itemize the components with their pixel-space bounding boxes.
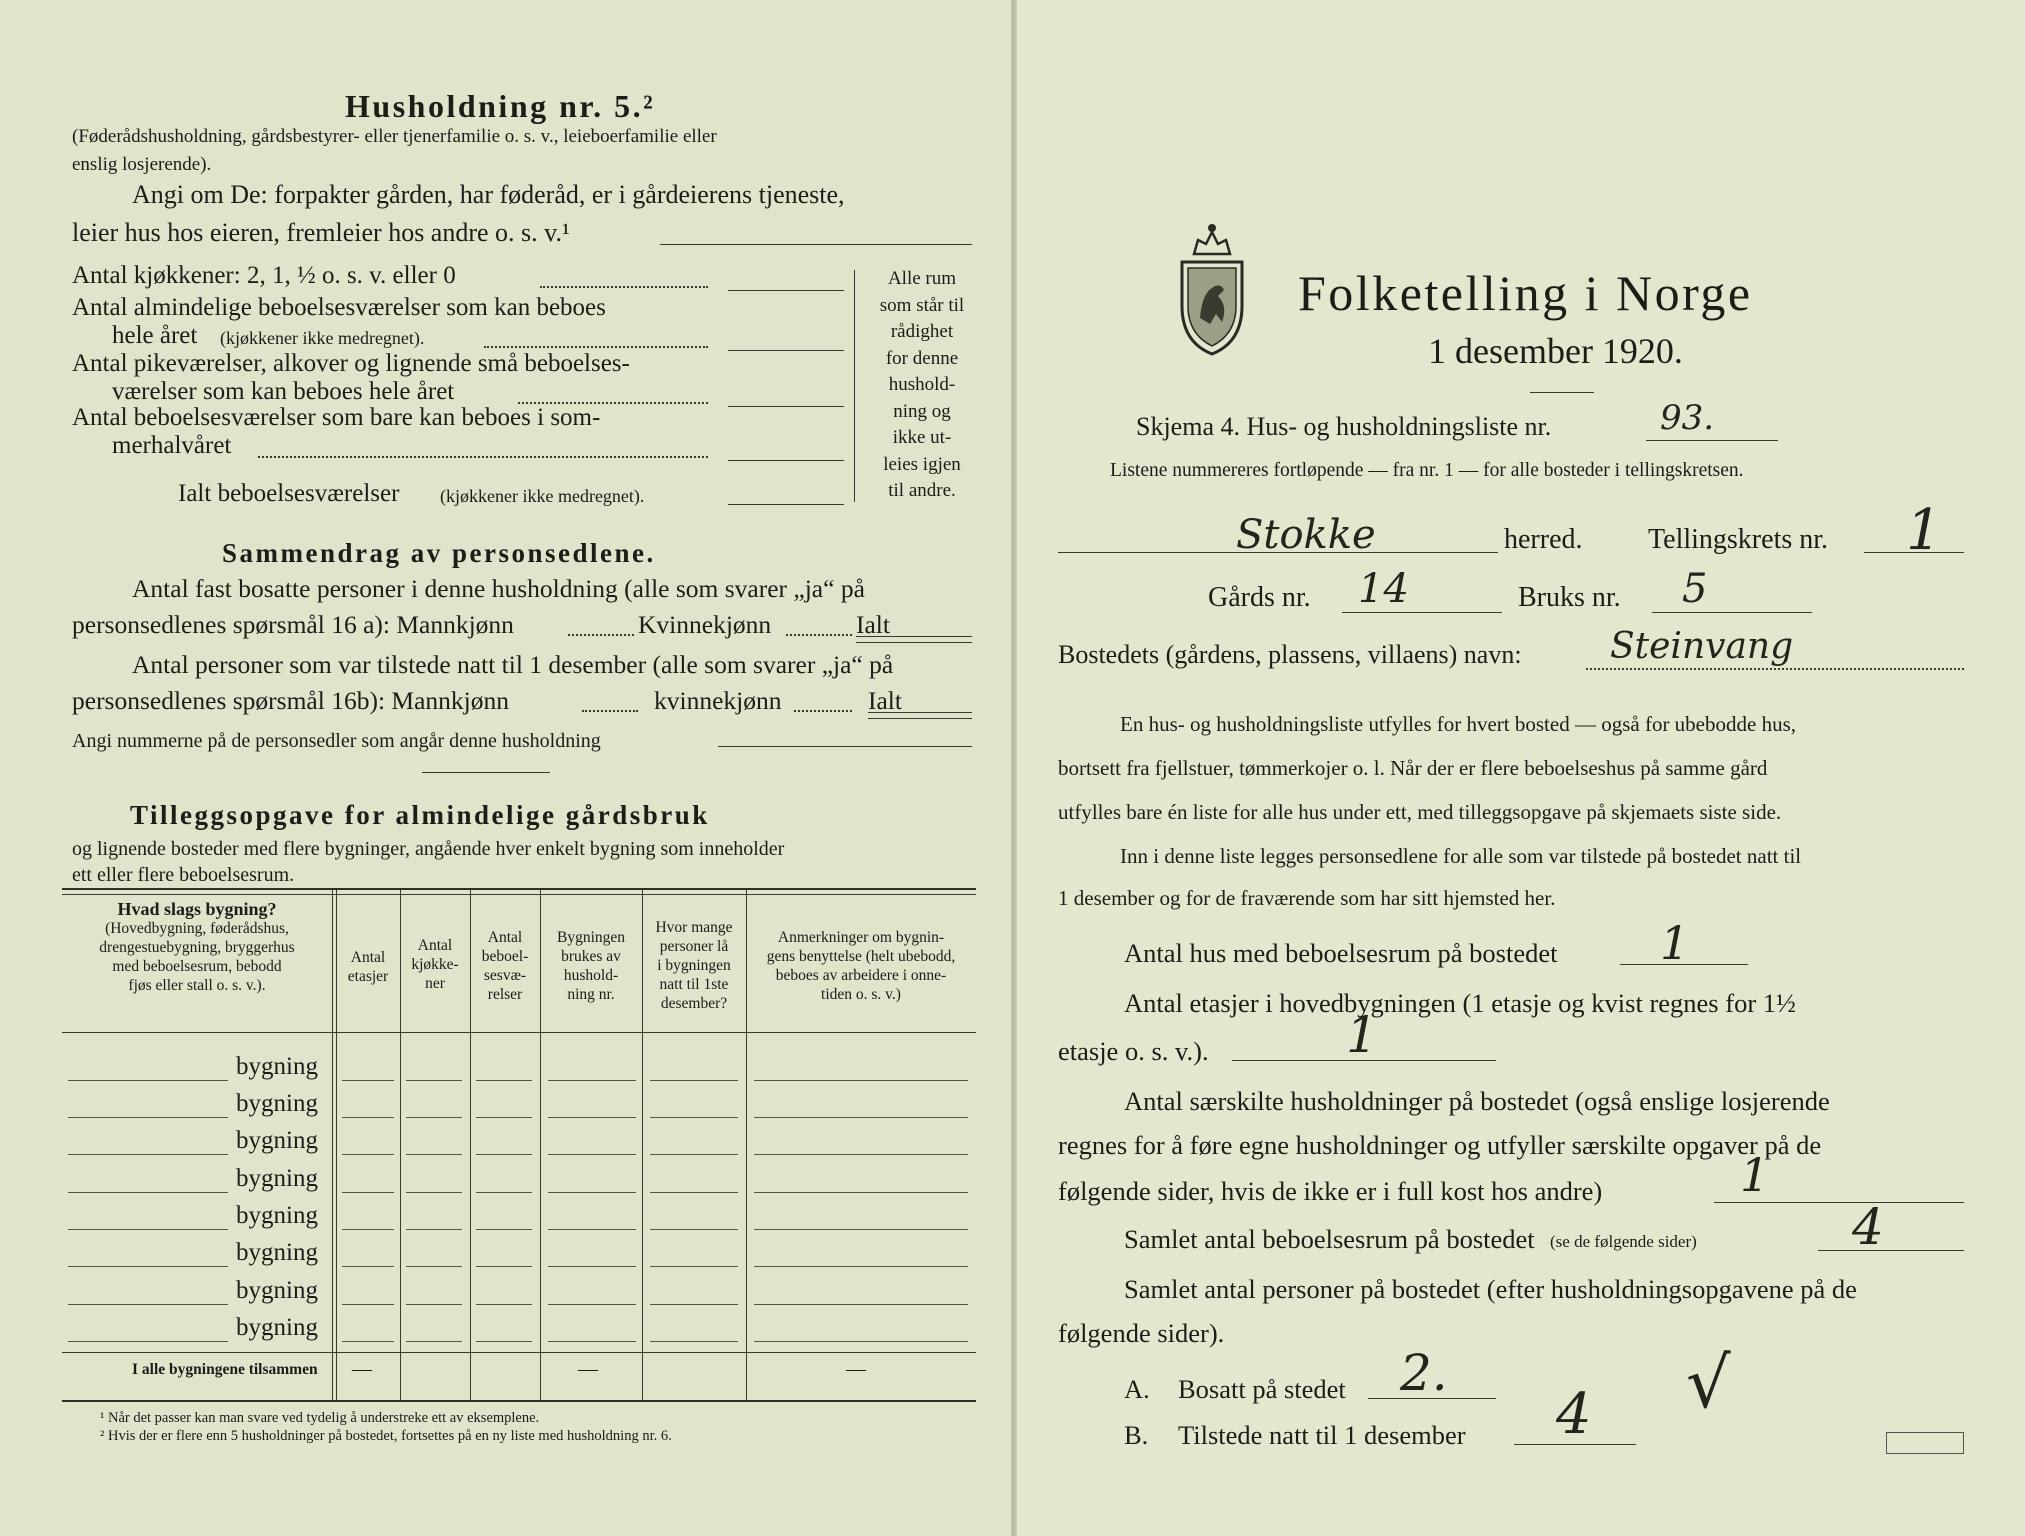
herred-label: herred. (1504, 524, 1583, 555)
bruks-line (1652, 612, 1812, 613)
table-cell-entry-line[interactable] (548, 1266, 636, 1267)
table-cell-entry-line[interactable] (476, 1341, 532, 1342)
row-label-bygning: bygning (236, 1053, 318, 1080)
info-1-line-2: bortsett fra fjellstuer, tømmerkojer o. l. Når der er flere beboelseshus på samme gård (1058, 756, 1768, 780)
table-cell-entry-line[interactable] (754, 1229, 968, 1230)
table-cell-entry-line[interactable] (754, 1192, 968, 1193)
info-2-line-1: Inn i denne liste legges personsedlene for alle som var tilstede på bostedet natt til (1120, 844, 1802, 868)
table-cell-entry-line[interactable] (406, 1229, 462, 1230)
total-dash-husholdning: — (578, 1358, 598, 1380)
question-beboelsesrum-note: (se de følgende sider) (1550, 1232, 1697, 1251)
question-pike-2: værelser som kan beboes hele året (112, 378, 455, 405)
question-husholdninger-2: regnes for å føre egne husholdninger og utfyller særskilte opgaver på de (1058, 1130, 1822, 1160)
question-almindelige-2: hele året (112, 322, 198, 349)
kjokkener-dots (540, 286, 708, 288)
tilstede-letter: B. (1124, 1420, 1149, 1450)
angi-line-1: Angi om De: forpakter gården, har føderåd, er i gårdeierens tjeneste, (132, 180, 845, 209)
table-cell-entry-line[interactable] (754, 1080, 968, 1081)
question-ialt-note: (kjøkkener ikke medregnet). (440, 486, 645, 506)
listene-note: Listene nummereres fortløpende — fra nr. 1 — for alle bosteder i tellingskretsen. (1110, 460, 1744, 481)
question-etasjer-2: etasje o. s. v.). (1058, 1036, 1209, 1066)
census-title: Folketelling i Norge (1298, 265, 1753, 321)
bosted-label: Bostedets (gårdens, plassens, villaens) navn: (1058, 640, 1522, 669)
table-cell-entry-line[interactable] (476, 1192, 532, 1193)
gards-line (1342, 612, 1502, 613)
table-cell-entry-line[interactable] (548, 1229, 636, 1230)
angi-line-2: leier hus hos eieren, fremleier hos andre o. s. v.¹ (72, 218, 570, 247)
th-husholdning: Bygningen brukes av hushold- ning nr. (556, 929, 626, 1003)
question-almindelige-1: Antal almindelige beboelsesværelser som kan beboes (72, 294, 606, 321)
angi-answer-line[interactable] (660, 244, 972, 245)
row-label-bygning: bygning (236, 1202, 318, 1229)
table-cell-entry-line[interactable] (754, 1304, 968, 1305)
table-cell-entry-line[interactable] (342, 1266, 394, 1267)
table-cell-entry-line[interactable] (476, 1304, 532, 1305)
s1-ialt-line[interactable] (856, 636, 972, 637)
printer-stamp-icon (1886, 1432, 1964, 1454)
total-label: I alle bygningene tilsammen (132, 1361, 318, 1378)
table-cell-entry-line[interactable] (342, 1304, 394, 1305)
sammendrag-2-line-2a: personsedlenes spørsmål 16b): Mannkjønn (72, 686, 509, 715)
question-beboelsesrum: Samlet antal beboelsesrum på bostedet (1124, 1224, 1535, 1254)
coat-of-arms-icon (1172, 214, 1252, 358)
table-cell-entry-line[interactable] (342, 1341, 394, 1342)
kjokkener-answer-line[interactable] (728, 290, 844, 291)
question-etasjer-1: Antal etasjer i hovedbygningen (1 etasje og kvist regnes for 1½ (1124, 988, 1796, 1018)
hus-line (1620, 964, 1748, 965)
table-cell-entry-line[interactable] (754, 1117, 968, 1118)
sammendrag-2-line-1: Antal personer som var tilstede natt til 1 desember (alle som svarer „ja“ på (132, 650, 894, 679)
question-ialt: Ialt beboelsesværelser (178, 480, 400, 507)
tilstede-check: √ (1686, 1342, 1731, 1424)
table-cell-entry-line[interactable] (650, 1304, 738, 1305)
table-cell-entry-line[interactable] (650, 1192, 738, 1193)
table-cell-entry-line[interactable] (548, 1304, 636, 1305)
row-label-bygning: bygning (236, 1239, 318, 1266)
table-cell-entry-line[interactable] (342, 1229, 394, 1230)
entry-line[interactable] (68, 1229, 228, 1230)
sammendrag-3: Angi nummerne på de personsedler som angår denne husholdning (72, 730, 601, 752)
question-sommer-2: merhalvåret (112, 432, 232, 459)
question-pike-1: Antal pikeværelser, alkover og lignende små beboelses- (72, 350, 630, 377)
table-cell-entry-line[interactable] (476, 1154, 532, 1155)
row-label-bygning: bygning (236, 1277, 318, 1304)
footnote-2: ² Hvis der er flere enn 5 husholdninger på bostedet, fortsettes på en ny liste med husholdning nr. 6. (100, 1428, 672, 1444)
sammendrag-1-ialt: Ialt (856, 610, 890, 639)
th-anmerkninger: Anmerkninger om bygnin- gens benyttelse (helt ubebodd, beboes av arbeidere i onne- tiden o. s. v.) (766, 929, 956, 1003)
tillegg-title: Tilleggsopgave for almindelige gårdsbruk (130, 800, 710, 830)
table-cell-entry-line[interactable] (406, 1304, 462, 1305)
gards-value[interactable]: 14 (1358, 566, 1409, 612)
question-hus: Antal hus med beboelsesrum på bostedet (1124, 938, 1558, 968)
husholdninger-value[interactable]: 1 (1740, 1148, 1770, 1202)
table-cell-entry-line[interactable] (548, 1341, 636, 1342)
buildings-table (62, 888, 976, 1402)
table-cell-entry-line[interactable] (650, 1266, 738, 1267)
almindelige-answer-line[interactable] (728, 350, 844, 351)
entry-line[interactable] (68, 1341, 228, 1342)
question-almindelige-note: (kjøkkener ikke medregnet). (220, 328, 425, 348)
household-subtitle-1: (Føderådshusholdning, gårdsbestyrer- eller tjenerfamilie o. s. v., leieboerfamilie eller (72, 126, 717, 147)
husholdninger-line (1714, 1202, 1964, 1203)
side-note: Alle rum som står til rådighet for denne hushold- ning og ikke ut- leies igjen til andre. (879, 268, 965, 501)
th-etasjer: Antal etasjer (347, 949, 389, 985)
tillegg-line-2: ett eller flere beboelsesrum. (72, 864, 295, 886)
etasjer-value[interactable]: 1 (1346, 1006, 1378, 1064)
herred-value[interactable]: Stokke (1236, 512, 1376, 558)
question-kjokkener: Antal kjøkkener: 2, 1, ½ o. s. v. eller 0 (72, 262, 456, 289)
table-cell-entry-line[interactable] (650, 1117, 738, 1118)
bosatt-line (1368, 1398, 1496, 1399)
household-subtitle-2: enslig losjerende). (72, 154, 212, 175)
table-cell-entry-line[interactable] (342, 1192, 394, 1193)
household-title: Husholdning nr. 5.² (345, 88, 656, 124)
s1-ialt-line-2 (856, 642, 972, 643)
th-personer: Hvor mange personer lå i bygningen natt til 1ste desember? (655, 919, 733, 1012)
pike-answer-line[interactable] (728, 406, 844, 407)
s1-kvinne-dots[interactable] (786, 634, 852, 636)
bosted-line (1586, 668, 1964, 670)
hus-value[interactable]: 1 (1660, 916, 1690, 970)
entry-line[interactable] (68, 1080, 228, 1081)
table-header-rule (62, 1032, 976, 1033)
col-divider (332, 890, 333, 1400)
bosatt-letter: A. (1124, 1374, 1150, 1404)
table-cell-entry-line[interactable] (548, 1080, 636, 1081)
tilstede-value[interactable]: 4 (1556, 1382, 1592, 1447)
tellingskrets-value[interactable]: 1 (1906, 498, 1942, 563)
table-cell-entry-line[interactable] (650, 1080, 738, 1081)
table-cell-entry-line[interactable] (406, 1266, 462, 1267)
s2-mann-dots[interactable] (582, 710, 638, 712)
census-date: 1 desember 1920. (1428, 331, 1683, 371)
table-cell-entry-line[interactable] (342, 1154, 394, 1155)
table-total-rule (62, 1352, 976, 1353)
side-brace (854, 270, 863, 502)
entry-line[interactable] (68, 1117, 228, 1118)
table-cell-entry-line[interactable] (406, 1154, 462, 1155)
bruks-label: Bruks nr. (1518, 582, 1621, 613)
s3-answer-line[interactable] (718, 746, 972, 747)
sommer-dots (258, 456, 708, 458)
section-divider (422, 772, 550, 773)
s2-ialt-line[interactable] (868, 712, 972, 713)
sammendrag-1-line-1: Antal fast bosatte personer i denne husholdning (alle som svarer „ja“ på (132, 574, 865, 603)
table-cell-entry-line[interactable] (476, 1266, 532, 1267)
table-cell-entry-line[interactable] (548, 1154, 636, 1155)
entry-line[interactable] (68, 1154, 228, 1155)
table-cell-entry-line[interactable] (650, 1154, 738, 1155)
info-1-line-3: utfylles bare én liste for alle hus under ett, med tilleggsopgave på skjemaets siste side. (1058, 800, 1782, 824)
th-bygning: Hvad slags bygning? (Hovedbygning, føderådshus, drengestuebygning, bryggerhus med beboelsesrum, bebodd fjøs eller stall o. s. v.). (99, 899, 295, 994)
footnote-1: ¹ Når det passer kan man svare ved tydelig å understreke ett av eksemplene. (100, 1410, 540, 1426)
gards-label: Gårds nr. (1208, 582, 1311, 613)
table-cell-entry-line[interactable] (406, 1117, 462, 1118)
sammendrag-2-ialt: Ialt (868, 686, 902, 715)
table-cell-entry-line[interactable] (476, 1080, 532, 1081)
tilstede-label: Tilstede natt til 1 desember (1178, 1420, 1466, 1450)
sammendrag-2-kvinne: kvinnekjønn (654, 686, 782, 715)
entry-line[interactable] (68, 1266, 228, 1267)
sommer-answer-line[interactable] (728, 460, 844, 461)
ialt-answer-line[interactable] (728, 504, 844, 505)
bruks-value[interactable]: 5 (1682, 566, 1708, 612)
info-1-line-1: En hus- og husholdningsliste utfylles for hvert bosted — også for ubebodde hus, (1120, 712, 1796, 736)
table-cell-entry-line[interactable] (406, 1192, 462, 1193)
table-cell-entry-line[interactable] (406, 1341, 462, 1342)
table-cell-entry-line[interactable] (476, 1117, 532, 1118)
th-vaerelser: Antal beboel- sesvæ- relser (481, 929, 529, 1003)
table-cell-entry-line[interactable] (476, 1229, 532, 1230)
question-personer-2: følgende sider). (1058, 1318, 1225, 1348)
skjema-label: Skjema 4. Hus- og husholdningsliste nr. (1136, 412, 1552, 441)
s1-mann-dots[interactable] (568, 634, 634, 636)
etasjer-line (1232, 1060, 1496, 1061)
bosatt-value[interactable]: 2. (1400, 1344, 1448, 1402)
sammendrag-1-kvinne: Kvinnekjønn (638, 610, 772, 639)
tillegg-line-1: og lignende bosteder med flere bygninger, angående hver enkelt bygning som inneholder (72, 838, 785, 860)
row-label-bygning: bygning (236, 1165, 318, 1192)
skjema-number[interactable]: 93. (1660, 398, 1715, 438)
table-cell-entry-line[interactable] (548, 1117, 636, 1118)
question-husholdninger-3: følgende sider, hvis de ikke er i full kost hos andre) (1058, 1176, 1603, 1206)
almindelige-dots (484, 346, 708, 348)
question-personer-1: Samlet antal personer på bostedet (efter husholdningsopgavene på de (1124, 1274, 1857, 1304)
table-cell-entry-line[interactable] (650, 1341, 738, 1342)
title-divider (1530, 392, 1594, 393)
bosted-value[interactable]: Steinvang (1610, 626, 1794, 667)
herred-line (1058, 552, 1498, 553)
table-top-rule (62, 894, 976, 895)
row-label-bygning: bygning (236, 1127, 318, 1154)
sammendrag-1-line-2a: personsedlenes spørsmål 16 a): Mannkjønn (72, 610, 514, 639)
total-dash-anmerkninger: — (846, 1358, 866, 1380)
beboelsesrum-value[interactable]: 4 (1852, 1198, 1884, 1256)
table-cell-entry-line[interactable] (650, 1229, 738, 1230)
th-kjokkener: Antal kjøkke- ner (411, 937, 459, 992)
s2-kvinne-dots[interactable] (794, 710, 852, 712)
beboelsesrum-line (1818, 1250, 1964, 1251)
table-cell-entry-line[interactable] (754, 1341, 968, 1342)
total-dash-etasjer: — (352, 1358, 372, 1380)
table-cell-entry-line[interactable] (342, 1080, 394, 1081)
table-cell-entry-line[interactable] (754, 1266, 968, 1267)
entry-line[interactable] (68, 1304, 228, 1305)
info-2-line-2: 1 desember og for de fraværende som har sitt hjemsted her. (1058, 886, 1556, 910)
entry-line[interactable] (68, 1192, 228, 1193)
table-cell-entry-line[interactable] (754, 1154, 968, 1155)
tellingskrets-line (1864, 552, 1964, 553)
table-cell-entry-line[interactable] (342, 1117, 394, 1118)
question-husholdninger-1: Antal særskilte husholdninger på bostedet (også enslige losjerende (1124, 1086, 1830, 1116)
question-sommer-1: Antal beboelsesværelser som bare kan beboes i som- (72, 404, 601, 431)
table-cell-entry-line[interactable] (406, 1080, 462, 1081)
tellingskrets-label: Tellingskrets nr. (1648, 524, 1829, 555)
page-fold (1011, 0, 1017, 1536)
tilstede-line (1514, 1444, 1636, 1445)
bosatt-label: Bosatt på stedet (1178, 1374, 1346, 1404)
row-label-bygning: bygning (236, 1090, 318, 1117)
skjema-number-line (1646, 440, 1778, 441)
s2-ialt-line-2 (868, 718, 972, 719)
sammendrag-title: Sammendrag av personsedlene. (222, 538, 656, 568)
table-cell-entry-line[interactable] (548, 1192, 636, 1193)
row-label-bygning: bygning (236, 1314, 318, 1341)
